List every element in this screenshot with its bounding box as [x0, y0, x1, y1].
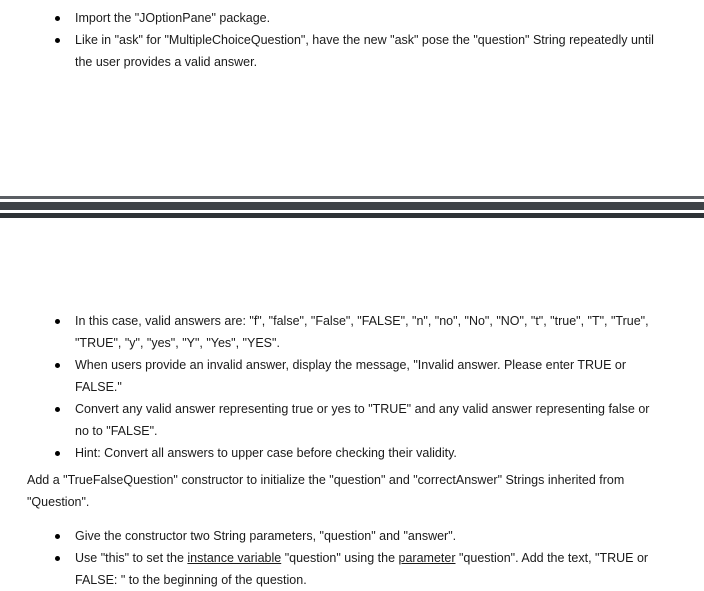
list-item	[0, 398, 704, 442]
link-parameter[interactable]: parameter	[398, 551, 456, 565]
bullet-icon	[55, 451, 60, 456]
list-item-text: Like in "ask" for "MultipleChoiceQuestion", have the new "ask" pose the "question" String repeatedly until the user provides a valid answer.	[75, 33, 654, 69]
list-item	[0, 29, 704, 73]
constructor-paragraph: Add a "TrueFalseQuestion" constructor to initialize the "question" and "correctAnswer" Strings inherited from "Question".	[27, 473, 625, 509]
bullet-icon	[55, 363, 60, 368]
bullet-icon	[55, 16, 60, 21]
list-item-text: Hint: Convert all answers to upper case before checking their validity.	[75, 446, 457, 460]
link-instance-variable[interactable]: instance variable	[187, 551, 282, 565]
bullet-list-ask	[0, 7, 704, 73]
page-break-separator	[0, 196, 704, 218]
document-page-2	[0, 218, 704, 590]
text-segment: "question". Add the text, "TRUE or FALSE: " to the beginning of the question.	[75, 551, 649, 587]
bullet-icon	[55, 534, 60, 539]
list-item-text: In this case, valid answers are: "f", "false", "False", "FALSE", "n", "no", "No", "NO", "t", "true", "T", "True", "TRUE", "y", "yes", "Y", "Yes", "YES".	[75, 314, 649, 350]
list-item-text: Give the constructor two String parameters, "question" and "answer".	[75, 529, 457, 543]
text-segment: "question" using the	[281, 551, 399, 565]
bullet-icon	[55, 319, 60, 324]
list-item	[0, 547, 704, 591]
bullet-icon	[55, 407, 60, 412]
list-item	[0, 354, 704, 398]
bullet-icon	[55, 38, 60, 43]
text-segment: Use "this" to set the	[75, 551, 188, 565]
list-item	[0, 525, 704, 547]
list-item-text: When users provide an invalid answer, display the message, "Invalid answer. Please enter TRUE or FALSE."	[75, 358, 627, 394]
list-item	[0, 310, 704, 354]
list-item-text: Convert any valid answer representing true or yes to "TRUE" and any valid answer representing false or no to "FALSE".	[75, 402, 650, 438]
bullet-list-valid-answers	[0, 310, 704, 464]
list-item	[0, 7, 704, 29]
list-item	[0, 442, 704, 464]
document-page-1	[0, 0, 704, 196]
list-item-text	[75, 551, 648, 587]
bullet-list-constructor	[0, 525, 704, 591]
page-break-band	[0, 202, 704, 210]
bullet-icon	[55, 556, 60, 561]
list-item-text: Import the "JOptionPane" package.	[75, 11, 271, 25]
